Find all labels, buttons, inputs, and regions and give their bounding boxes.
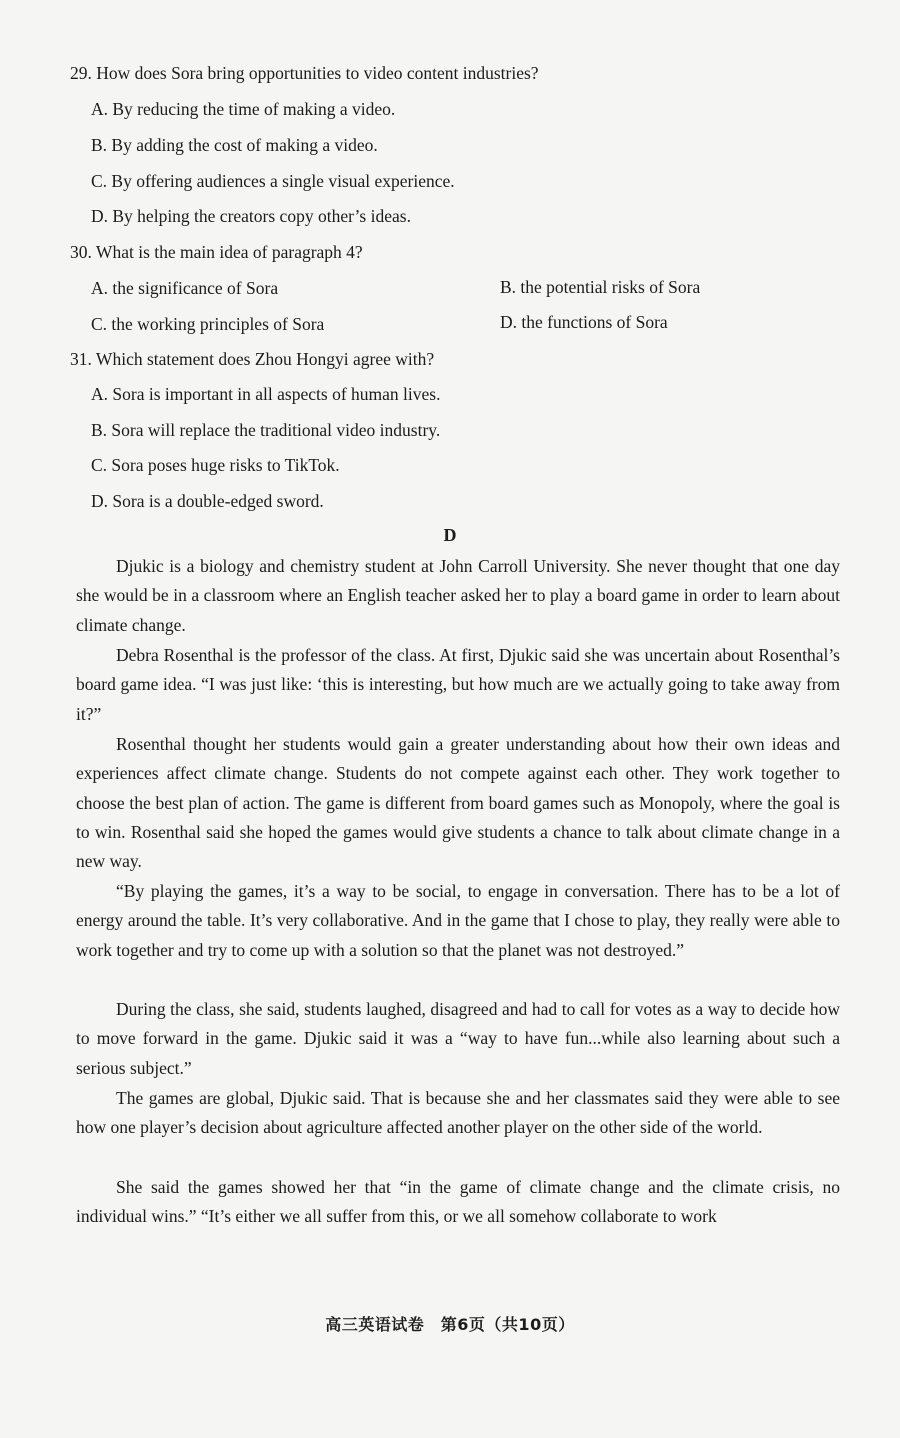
question-30-stem: 30. What is the main idea of paragraph 4? — [70, 242, 363, 262]
question-30-option-b: B. the potential risks of Sora — [500, 277, 701, 297]
passage-paragraph-4: “By playing the games, it’s a way to be social, to engage in conversation. There has to be a lot of energy around the table. It’s very collaborative. And in the game that I chose to play, they really were able to work together and try to come up with a solution so that the planet was not destroyed.” — [76, 881, 840, 960]
question-30-option-a: A. the significance of Sora — [91, 278, 279, 298]
question-29-option-d: D. By helping the creators copy other’s ideas. — [91, 206, 411, 226]
passage-paragraph-7: She said the games showed her that “in the game of climate change and the climate crisis, no individual wins.” “It’s either we all suffer from this, or we all somehow collaborate to work — [76, 1177, 840, 1227]
question-29-stem: 29. How does Sora bring opportunities to video content industries? — [70, 63, 539, 83]
question-31-option-d: D. Sora is a double-edged sword. — [91, 491, 324, 511]
page-footer: 高三英语试卷 第6页（共10页） — [325, 1315, 575, 1334]
question-29-option-c: C. By offering audiences a single visual experience. — [91, 171, 455, 191]
passage-paragraph-2: Debra Rosenthal is the professor of the class. At first, Djukic said she was uncertain about Rosenthal’s board game idea. “I was just like: ‘this is interesting, but how much are we actually going to take away from it?” — [76, 645, 840, 724]
question-31-option-b: B. Sora will replace the traditional video industry. — [91, 420, 441, 440]
section-heading: D — [443, 525, 457, 545]
question-29-option-a: A. By reducing the time of making a video. — [91, 99, 396, 119]
question-31-option-a: A. Sora is important in all aspects of human lives. — [91, 384, 441, 404]
question-31-stem: 31. Which statement does Zhou Hongyi agree with? — [70, 349, 435, 369]
passage-paragraph-5: During the class, she said, students laughed, disagreed and had to call for votes as a way to decide how to move forward in the game. Djukic said it was a “way to have fun...while also learning about such a serious subject.” — [76, 999, 840, 1078]
passage-paragraph-1: Djukic is a biology and chemistry student at John Carroll University. She never thought that one day she would be in a classroom where an English teacher asked her to play a board game in order to learn about climate change. — [76, 556, 840, 635]
question-30-option-d: D. the functions of Sora — [500, 312, 668, 332]
passage-paragraph-3: Rosenthal thought her students would gain a greater understanding about how their own ideas and experiences affect climate change. Students do not compete against each other. They work together to choose the best plan of action. The game is different from board games such as Monopoly, where the goal is to win. Rosenthal said she hoped the games would give students a chance to talk about climate change in a new way. — [76, 734, 840, 872]
passage-paragraph-6: The games are global, Djukic said. That is because she and her classmates said they were able to see how one player’s decision about agriculture affected another player on the other side of the world. — [76, 1088, 840, 1138]
question-31-option-c: C. Sora poses huge risks to TikTok. — [91, 455, 340, 475]
question-30-option-c: C. the working principles of Sora — [91, 314, 325, 334]
question-29-option-b: B. By adding the cost of making a video. — [91, 135, 378, 155]
